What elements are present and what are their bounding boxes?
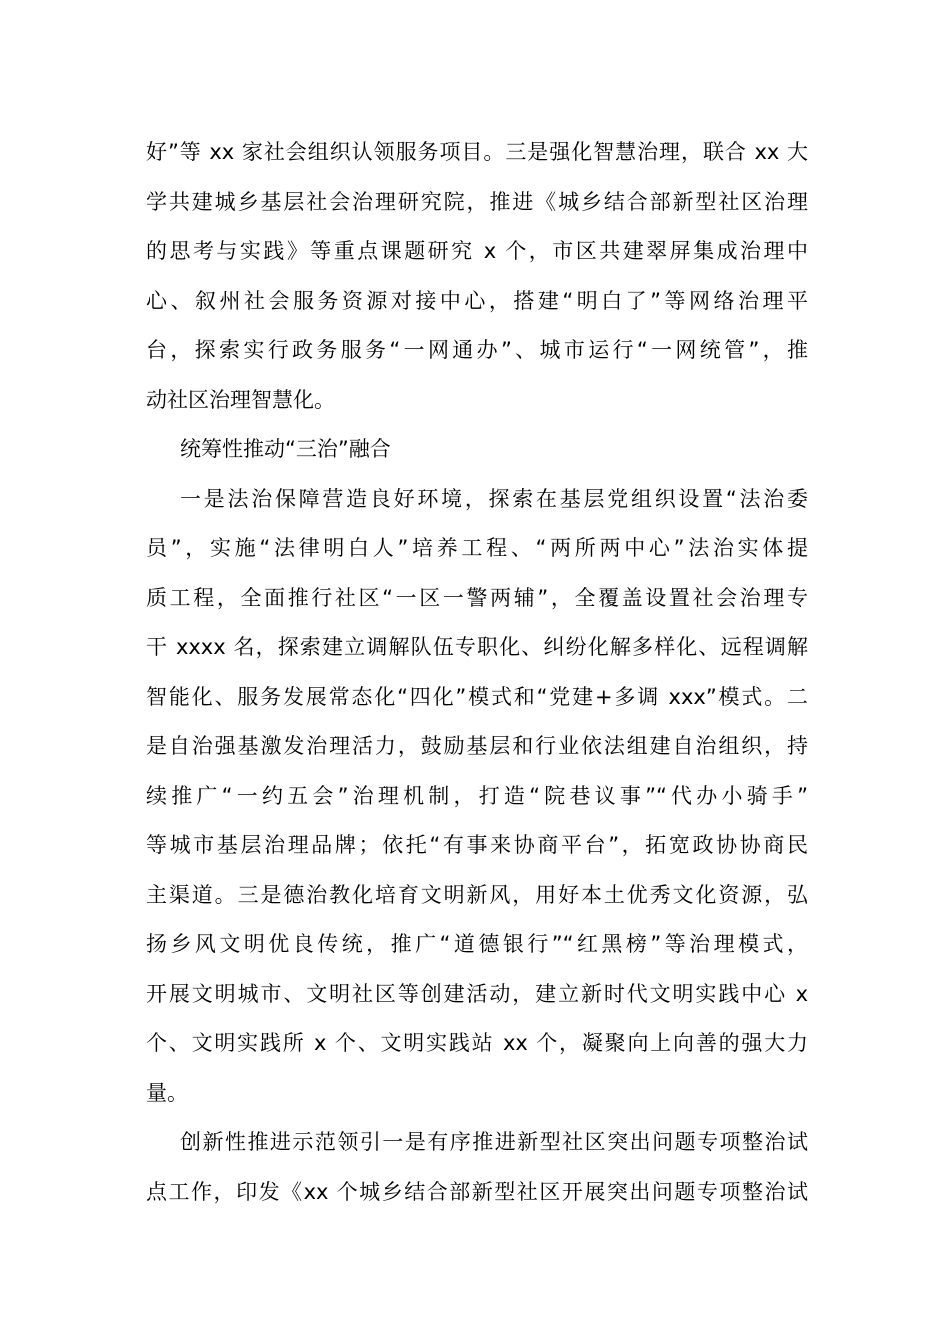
- text-line: 好”等 xx 家社会组织认领服务项目。三是强化智慧治理，联合 xx 大: [146, 140, 808, 164]
- section-heading-three-governance: [146, 425, 808, 475]
- text-line: 等城市基层治理品牌；依托“有事来协商平台”，拓宽政协协商民: [146, 833, 808, 857]
- paragraph-smart-governance: [146, 128, 808, 425]
- text-line: 动社区治理智慧化。: [146, 387, 335, 412]
- text-line: 智能化、服务发展常态化“四化”模式和“党建+多调 xxx”模式。二: [146, 684, 808, 709]
- text-line: 台，探索实行政务服务“一网通办”、城市运行“一网统管”，推: [146, 338, 808, 362]
- paragraph-innovation-demo: [146, 1118, 808, 1217]
- document-body: [146, 128, 808, 1217]
- section-heading: 统筹性推动“三治”融合: [180, 437, 391, 461]
- text-line: 一是法治保障营造良好环境，探索在基层党组织设置“法治委: [180, 486, 808, 511]
- text-line: 是自治强基激发治理活力，鼓励基层和行业依法组建自治组织，持: [146, 734, 808, 758]
- text-line: 学共建城乡基层社会治理研究院，推进《城乡结合部新型社区治理: [146, 189, 808, 214]
- text-line: 点工作，印发《xx 个城乡结合部新型社区开展突出问题专项整治试: [146, 1179, 808, 1204]
- text-line: 续推广“一约五会”治理机制，打造“院巷议事”“代办小骑手”: [146, 783, 808, 808]
- text-line: 质工程，全面推行社区“一区一警两辅”，全覆盖设置社会治理专: [146, 585, 808, 610]
- text-line: 开展文明城市、文明社区等创建活动，建立新时代文明实践中心 x: [146, 981, 808, 1006]
- text-line: 扬乡风文明优良传统，推广“道德银行”“红黑榜”等治理模式，: [146, 932, 808, 956]
- paragraph-rule-of-law: [146, 475, 808, 1119]
- text-line: 的思考与实践》等重点课题研究 x 个，市区共建翠屏集成治理中: [146, 239, 808, 263]
- text-line: 个、文明实践所 x 个、文明实践站 xx 个，凝聚向上向善的强大力: [146, 1031, 808, 1055]
- text-line: 干 xxxx 名，探索建立调解队伍专职化、纠纷化解多样化、远程调解: [146, 635, 808, 659]
- text-line: 员”，实施“法律明白人”培养工程、“两所两中心”法治实体提: [146, 536, 808, 560]
- text-line: 主渠道。三是德治教化培育文明新风，用好本土优秀文化资源，弘: [146, 882, 808, 907]
- text-line: 心、叙州社会服务资源对接中心，搭建“明白了”等网络治理平: [146, 288, 808, 313]
- text-line: 量。: [146, 1080, 188, 1105]
- text-line: 创新性推进示范领引一是有序推进新型社区突出问题专项整治试: [180, 1130, 808, 1154]
